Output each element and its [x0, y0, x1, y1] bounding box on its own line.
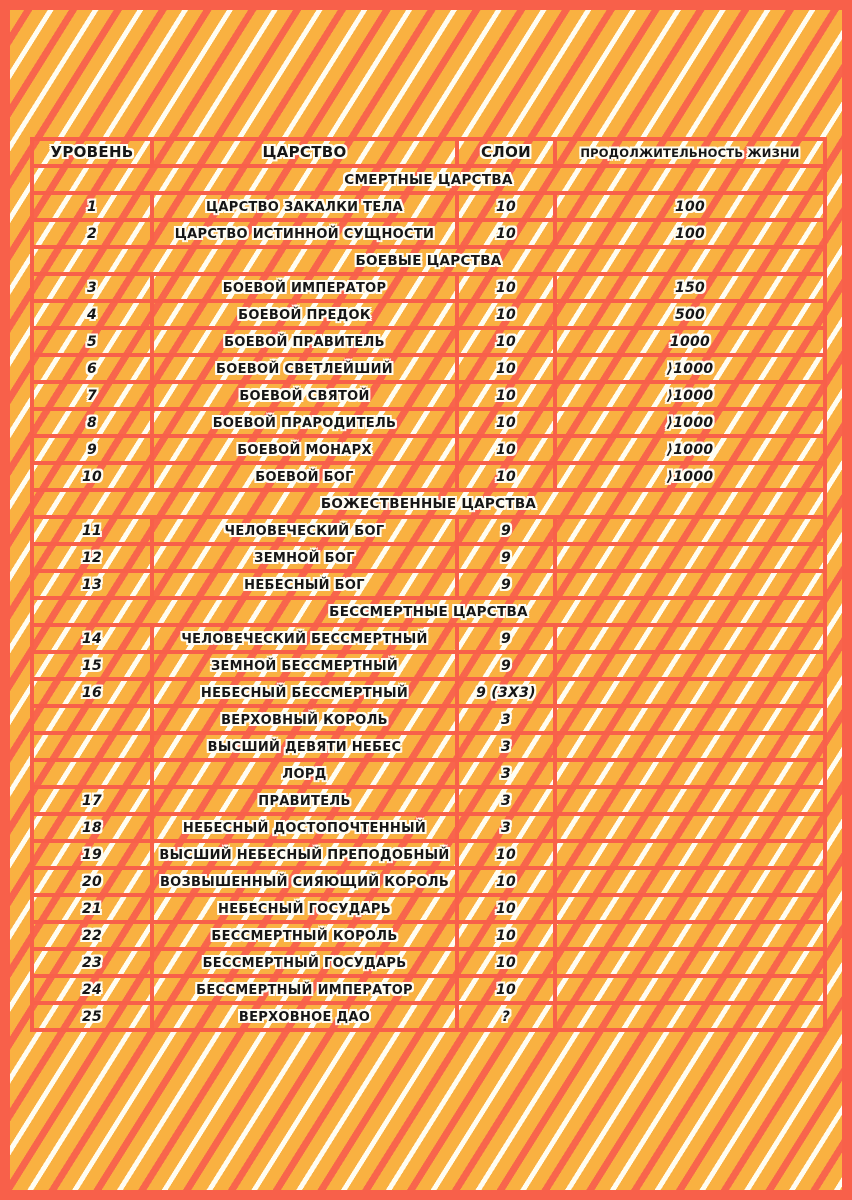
level-cell: 21 — [81, 900, 103, 917]
realm-cell: БЕССМЕРТНЫЙ ИМПЕРАТОР — [196, 982, 413, 998]
realm-cell: БОЕВОЙ ПРЕДОК — [238, 307, 371, 323]
lifespan-cell: 100 — [674, 225, 706, 242]
cultivation-realms-table — [30, 137, 827, 1032]
layers-cell: 10 — [495, 387, 517, 404]
section-label: БОЖЕСТВЕННЫЕ ЦАРСТВА — [320, 495, 537, 512]
lifespan-cell: ⟩1000 — [666, 414, 714, 431]
layers-cell: 3 — [500, 765, 512, 782]
layers-cell: 10 — [495, 468, 517, 485]
table-row — [32, 733, 825, 760]
table-row — [32, 787, 825, 814]
table-row — [32, 1003, 825, 1030]
table-row — [32, 841, 825, 868]
layers-cell: 3 — [500, 738, 512, 755]
table-row — [32, 517, 825, 544]
layers-cell: 10 — [495, 198, 517, 215]
level-cell: 23 — [81, 954, 103, 971]
layers-cell: 10 — [495, 414, 517, 431]
lifespan-cell: 150 — [674, 279, 706, 296]
layers-cell: 3 — [500, 711, 512, 728]
table-row — [32, 652, 825, 679]
realm-cell: БОЕВОЙ ИМПЕРАТОР — [222, 280, 387, 296]
column-header-layers: СЛОИ — [481, 143, 531, 161]
level-cell: 20 — [81, 873, 103, 890]
table-row — [32, 760, 825, 787]
level-cell: 18 — [81, 819, 103, 836]
layers-cell: 9 — [500, 522, 512, 539]
section-label: БОЕВЫЕ ЦАРСТВА — [355, 252, 502, 269]
realm-cell: ВОЗВЫШЕННЫЙ СИЯЮЩИЙ КОРОЛЬ — [159, 874, 450, 890]
realm-cell: НЕБЕСНЫЙ БЕССМЕРТНЫЙ — [200, 685, 409, 701]
layers-cell: 10 — [495, 279, 517, 296]
lifespan-cell: 1000 — [669, 333, 711, 350]
table-row — [32, 544, 825, 571]
level-cell: 10 — [81, 468, 103, 485]
layers-cell: 10 — [495, 900, 517, 917]
layers-cell: 10 — [495, 360, 517, 377]
level-cell: 1 — [86, 198, 98, 215]
level-cell: 19 — [81, 846, 103, 863]
table-row — [32, 625, 825, 652]
realm-cell: ЗЕМНОЙ БЕССМЕРТНЫЙ — [210, 658, 399, 674]
table-row — [32, 679, 825, 706]
realm-cell: ЗЕМНОЙ БОГ — [254, 550, 355, 566]
layers-cell: 9 — [500, 549, 512, 566]
realm-cell: ЧЕЛОВЕЧЕСКИЙ БЕССМЕРТНЫЙ — [181, 631, 428, 647]
lifespan-cell: 500 — [674, 306, 706, 323]
table-row — [32, 409, 825, 436]
table-row — [32, 328, 825, 355]
realm-cell: ВЕРХОВНЫЙ КОРОЛЬ — [221, 712, 388, 728]
realm-cell: ЦАРСТВО ИСТИННОЙ СУЩНОСТИ — [174, 226, 435, 242]
layers-cell: 9 — [500, 576, 512, 593]
layers-cell: 10 — [495, 873, 517, 890]
level-cell: 2 — [86, 225, 98, 242]
level-cell: 11 — [81, 522, 103, 539]
section-row — [32, 598, 825, 625]
realm-cell: БОЕВОЙ МОНАРХ — [237, 442, 372, 458]
layers-cell: ? — [501, 1008, 511, 1025]
layers-cell: 9 — [500, 657, 512, 674]
section-row — [32, 166, 825, 193]
table-row — [32, 868, 825, 895]
realm-cell: БОЕВОЙ ПРАРОДИТЕЛЬ — [212, 415, 397, 431]
lifespan-cell: ⟩1000 — [666, 360, 714, 377]
level-cell: 13 — [81, 576, 103, 593]
layers-cell: 10 — [495, 441, 517, 458]
realm-cell: ВЫСШИЙ НЕБЕСНЫЙ ПРЕПОДОБНЫЙ — [159, 847, 450, 863]
layers-cell: 9 (3X3) — [476, 684, 536, 701]
lifespan-cell: ⟩1000 — [666, 387, 714, 404]
lifespan-cell: ⟩1000 — [666, 441, 714, 458]
column-header-realm: ЦАРСТВО — [262, 143, 347, 161]
table-row — [32, 706, 825, 733]
realm-cell: ВЕРХОВНОЕ ДАО — [238, 1009, 371, 1025]
layers-cell: 3 — [500, 819, 512, 836]
layers-cell: 3 — [500, 792, 512, 809]
layers-cell: 10 — [495, 927, 517, 944]
section-label: БЕССМЕРТНЫЕ ЦАРСТВА — [329, 603, 528, 620]
realm-cell: ЦАРСТВО ЗАКАЛКИ ТЕЛА — [206, 199, 403, 215]
layers-cell: 10 — [495, 306, 517, 323]
realm-cell: НЕБЕСНЫЙ ДОСТОПОЧТЕННЫЙ — [182, 820, 427, 836]
realm-cell: ПРАВИТЕЛЬ — [258, 793, 351, 809]
level-cell: 16 — [81, 684, 103, 701]
layers-cell: 10 — [495, 954, 517, 971]
table-row — [32, 463, 825, 490]
table-row — [32, 976, 825, 1003]
layers-cell: 10 — [495, 225, 517, 242]
layers-cell: 9 — [500, 630, 512, 647]
realm-cell: БОЕВОЙ ПРАВИТЕЛЬ — [224, 334, 385, 350]
column-header-lifespan: ПРОДОЛЖИТЕЛЬНОСТЬ ЖИЗНИ — [580, 145, 800, 160]
table-row — [32, 436, 825, 463]
column-header-level: УРОВЕНЬ — [50, 143, 134, 161]
realm-cell: НЕБЕСНЫЙ ГОСУДАРЬ — [218, 901, 391, 917]
realm-cell: БОЕВОЙ СВЯТОЙ — [239, 388, 370, 404]
level-cell: 4 — [86, 306, 98, 323]
table-row — [32, 274, 825, 301]
realm-cell: ЛОРД — [282, 766, 327, 782]
level-cell: 24 — [81, 981, 103, 998]
table-row — [32, 382, 825, 409]
level-cell: 9 — [86, 441, 98, 458]
layers-cell: 10 — [495, 333, 517, 350]
lifespan-cell: 100 — [674, 198, 706, 215]
table-row — [32, 949, 825, 976]
level-cell: 7 — [86, 387, 98, 404]
realm-cell: НЕБЕСНЫЙ БОГ — [244, 577, 365, 593]
level-cell: 6 — [86, 360, 98, 377]
table-row — [32, 571, 825, 598]
table-row — [32, 922, 825, 949]
table-row — [32, 220, 825, 247]
lifespan-cell: ⟩1000 — [666, 468, 714, 485]
realm-cell: ВЫСШИЙ ДЕВЯТИ НЕБЕС — [207, 739, 402, 755]
table-row — [32, 814, 825, 841]
realm-cell: ЧЕЛОВЕЧЕСКИЙ БОГ — [224, 523, 385, 539]
realm-cell: БЕССМЕРТНЫЙ КОРОЛЬ — [211, 928, 398, 944]
level-cell: 3 — [86, 279, 98, 296]
level-cell: 15 — [81, 657, 103, 674]
table-row — [32, 301, 825, 328]
level-cell: 5 — [86, 333, 98, 350]
table-row — [32, 895, 825, 922]
level-cell: 22 — [81, 927, 103, 944]
table-row — [32, 193, 825, 220]
table-row — [32, 355, 825, 382]
header-row — [32, 139, 825, 166]
level-cell: 8 — [86, 414, 98, 431]
realm-cell: БЕССМЕРТНЫЙ ГОСУДАРЬ — [202, 955, 407, 971]
section-row — [32, 490, 825, 517]
layers-cell: 10 — [495, 981, 517, 998]
level-cell: 12 — [81, 549, 103, 566]
realm-cell: БОЕВОЙ БОГ — [255, 469, 354, 485]
layers-cell: 10 — [495, 846, 517, 863]
level-cell: 17 — [81, 792, 103, 809]
section-label: СМЕРТНЫЕ ЦАРСТВА — [344, 171, 513, 188]
level-cell: 14 — [81, 630, 103, 647]
level-cell: 25 — [81, 1008, 103, 1025]
section-row — [32, 247, 825, 274]
realm-cell: БОЕВОЙ СВЕТЛЕЙШИЙ — [216, 361, 393, 377]
